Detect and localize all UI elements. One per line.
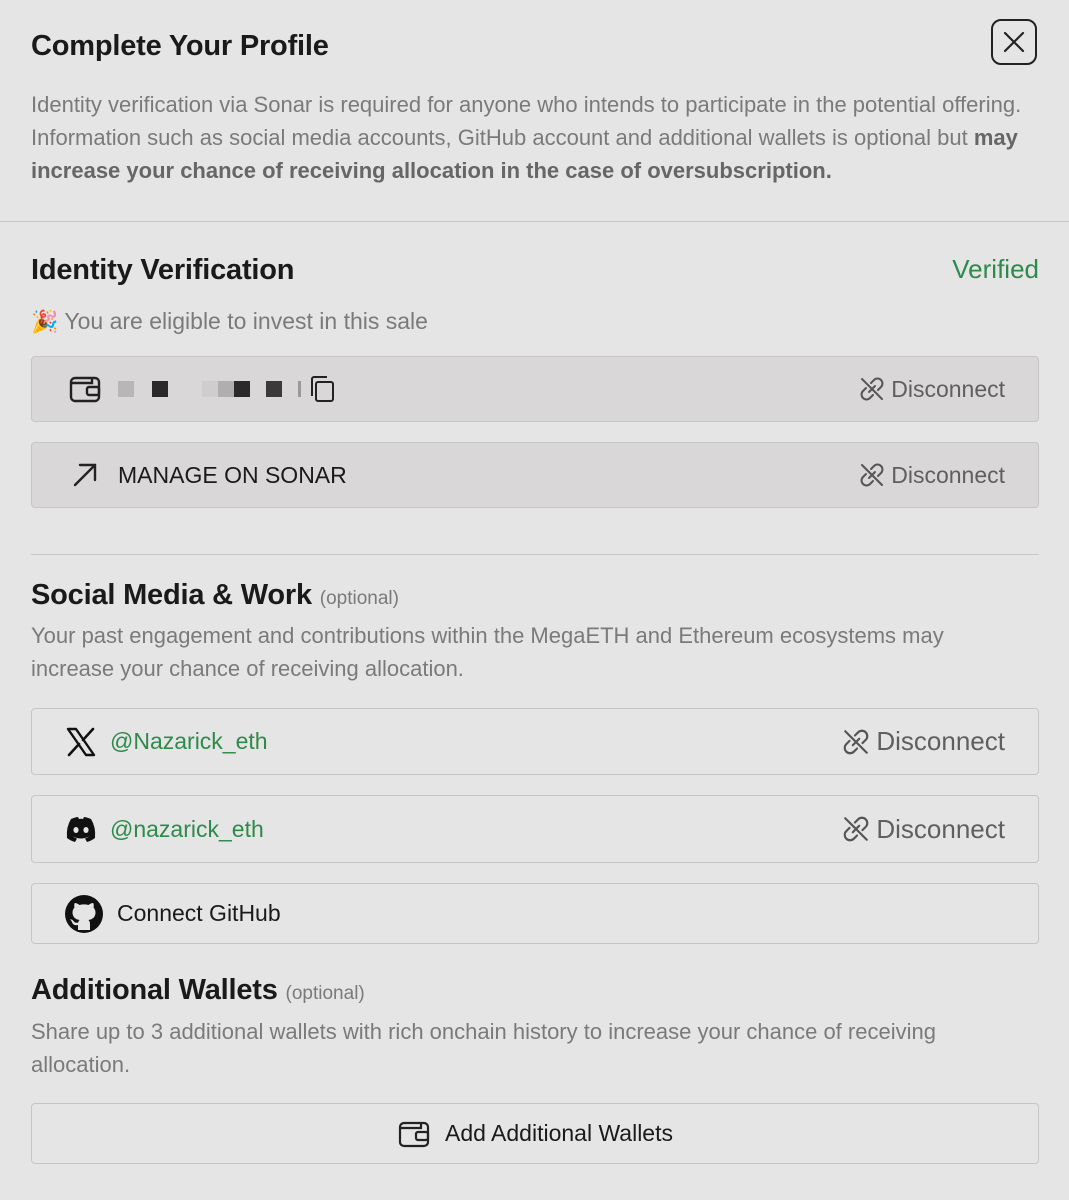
disconnect-label: Disconnect — [876, 813, 1005, 844]
wallets-description: Share up to 3 additional wallets with rich onchain history to increase your chance of receiving allocation. — [31, 1019, 936, 1077]
social-description: Your past engagement and contributions within the MegaETH and Ethereum ecosystems may increase your chance of receiving allocation. — [31, 623, 944, 681]
unlink-icon — [842, 815, 870, 843]
connect-github-label: Connect GitHub — [117, 900, 281, 926]
manage-on-sonar-link[interactable]: MANAGE ON SONAR — [118, 461, 347, 488]
sonar-row[interactable] — [31, 442, 1039, 508]
add-wallets-label: Add Additional Wallets — [444, 1120, 673, 1146]
copy-icon[interactable] — [305, 372, 339, 406]
disconnect-label: Disconnect — [876, 726, 1005, 756]
wallets-title-text: Additional Wallets — [31, 974, 278, 1006]
x-account-row — [31, 708, 1039, 775]
unlink-icon — [859, 376, 885, 402]
party-popper-icon: 🎉 — [31, 308, 59, 334]
discord-handle: @nazarick_eth — [110, 815, 264, 842]
wallet-row — [31, 356, 1039, 422]
social-section-title — [31, 577, 399, 617]
wallet-address-redacted — [116, 381, 301, 397]
intro-plain: Identity verification via Sonar is required for anyone who intends to participate in the potential offering. Information such as social media accounts, GitHub account and additional wallets is optional but — [31, 92, 1022, 150]
eligible-message — [31, 308, 428, 335]
discord-disconnect-button[interactable] — [842, 814, 1005, 845]
discord-account-row — [31, 795, 1039, 863]
x-logo-icon — [64, 725, 98, 759]
discord-logo-icon — [64, 812, 98, 846]
intro-bold: may increase your chance of receiving allocation in the case of oversubscription. — [31, 125, 1018, 183]
verified-status: Verified — [952, 254, 1039, 284]
header-divider — [0, 221, 1069, 222]
x-disconnect-button[interactable] — [842, 726, 1005, 757]
x-handle: @Nazarick_eth — [110, 728, 268, 754]
wallets-section-title — [31, 972, 365, 1012]
optional-label: (optional) — [285, 983, 365, 1004]
close-icon — [1001, 29, 1027, 55]
unlink-icon — [859, 462, 885, 488]
close-button[interactable] — [991, 19, 1037, 65]
eligible-text: You are eligible to invest in this sale — [64, 308, 428, 334]
wallet-disconnect-button[interactable] — [859, 376, 1005, 403]
unlink-icon — [842, 728, 870, 756]
add-additional-wallets-button[interactable] — [31, 1103, 1039, 1164]
section-divider — [31, 554, 1039, 555]
github-logo-icon — [64, 894, 104, 934]
sonar-disconnect-button[interactable] — [859, 462, 1005, 489]
intro-text — [31, 88, 1031, 187]
disconnect-label: Disconnect — [891, 461, 1005, 488]
arrow-up-right-icon — [68, 458, 102, 492]
wallet-icon — [397, 1117, 431, 1151]
modal-title: Complete Your Profile — [31, 30, 329, 62]
disconnect-label: Disconnect — [891, 375, 1005, 402]
social-title-text: Social Media & Work — [31, 579, 312, 611]
identity-section-title: Identity Verification — [31, 254, 295, 286]
connect-github-button[interactable] — [31, 883, 1039, 944]
optional-label: (optional) — [319, 588, 399, 609]
wallet-icon — [68, 372, 102, 406]
